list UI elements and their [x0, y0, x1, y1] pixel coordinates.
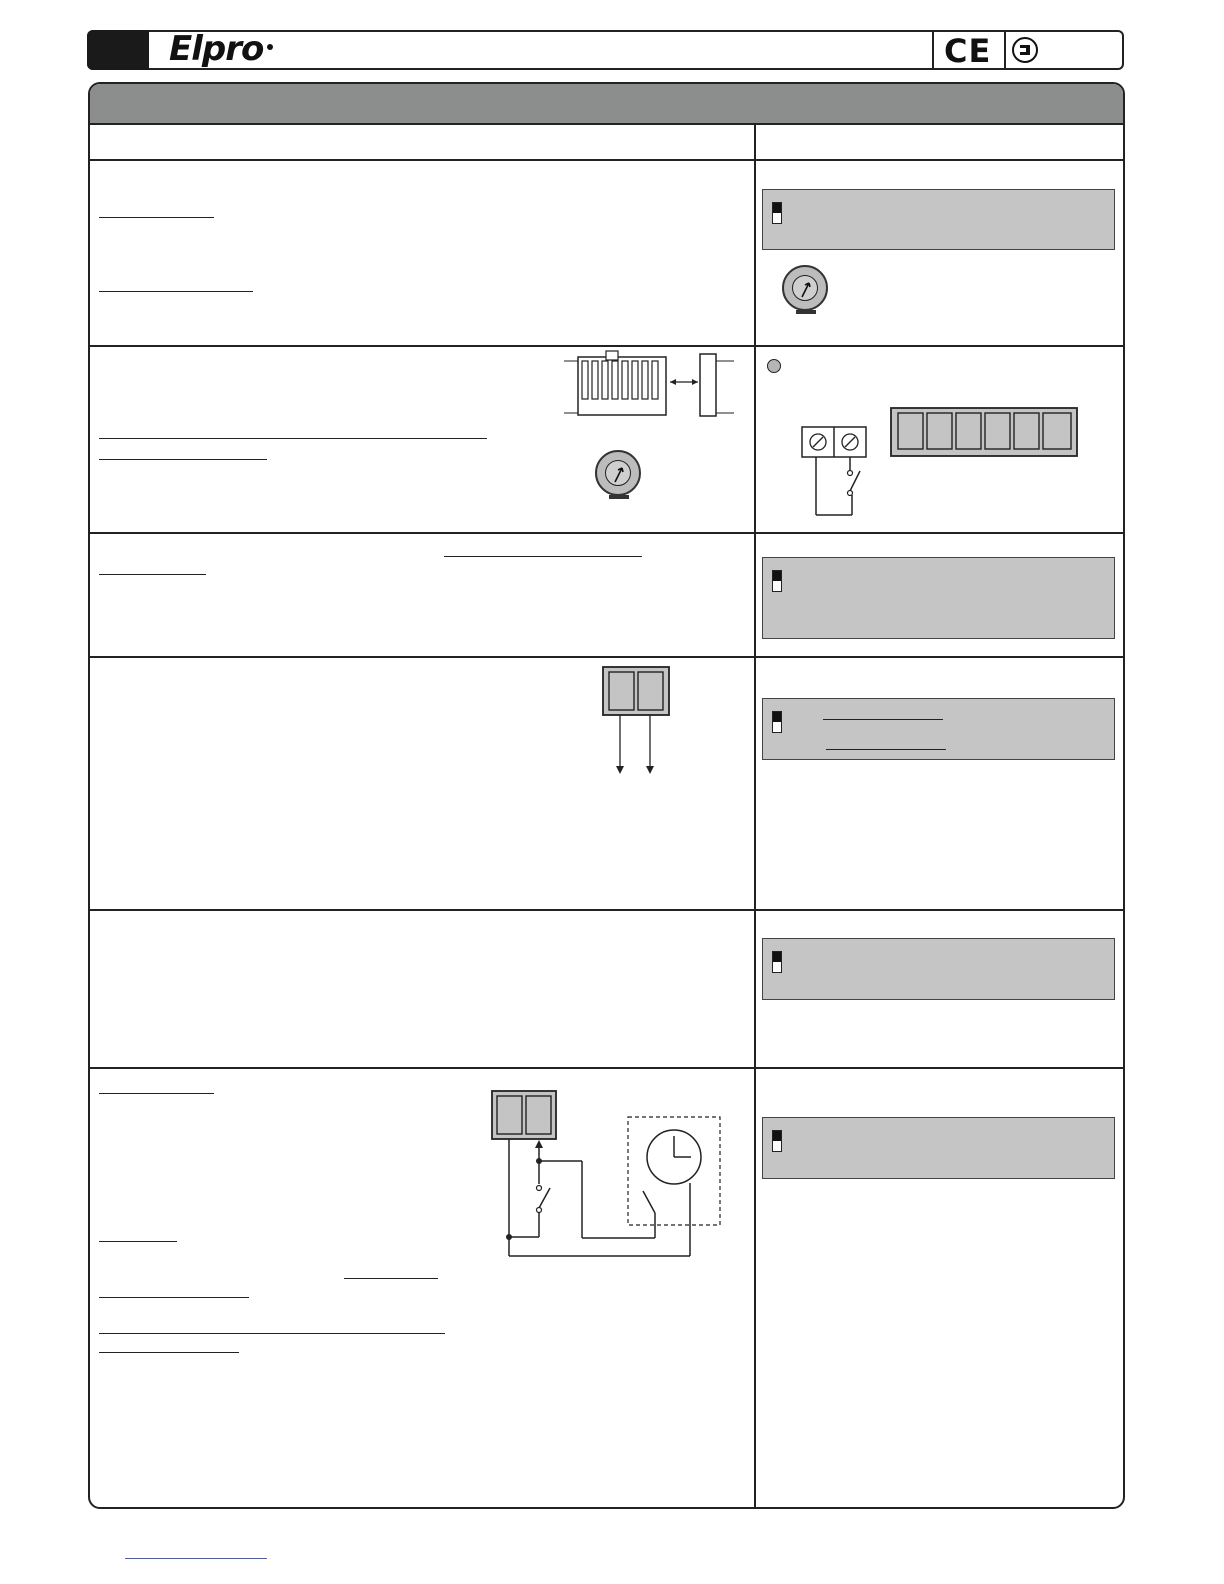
underline-mark	[99, 291, 253, 292]
output-terminal-diagram	[600, 664, 672, 776]
connector-diagram	[564, 349, 739, 421]
row-divider	[90, 656, 1123, 658]
underline-mark	[826, 749, 946, 750]
underline-mark	[823, 719, 943, 720]
dip-switch-setting-box	[762, 938, 1115, 1000]
terminal-block-icon	[889, 406, 1079, 458]
underline-mark	[99, 1297, 249, 1298]
trimmer-knob-icon	[782, 265, 828, 311]
brand-logo: Elpro	[169, 29, 264, 69]
dip-switch-icon	[772, 1130, 782, 1152]
dip-switch-setting-box	[762, 698, 1115, 760]
underline-mark	[99, 574, 206, 575]
underline-mark	[99, 1241, 177, 1242]
dip-switch-setting-box	[762, 1117, 1115, 1179]
trimmer-knob-icon	[595, 450, 641, 496]
dip-switch-icon	[772, 951, 782, 973]
row-divider	[90, 909, 1123, 911]
header-black-tab	[87, 30, 149, 70]
underline-mark	[344, 1278, 438, 1279]
dip-switch-setting-box	[762, 557, 1115, 639]
ce-mark-icon: CE	[944, 32, 992, 70]
underline-mark	[444, 556, 642, 557]
dip-switch-icon	[772, 570, 782, 592]
quality-mark-icon	[1012, 37, 1038, 63]
main-table	[88, 82, 1125, 1509]
underline-mark	[99, 459, 267, 460]
underline-mark	[99, 1333, 445, 1334]
led-indicator-icon	[767, 359, 781, 373]
dip-switch-icon	[772, 711, 782, 733]
row-divider	[90, 1067, 1123, 1069]
underline-mark	[99, 1093, 214, 1094]
header-divider	[1004, 32, 1006, 68]
underline-mark	[99, 438, 487, 439]
timer-wiring-diagram	[490, 1088, 725, 1263]
terminal-switch-diagram	[800, 425, 870, 520]
row-divider	[90, 159, 1123, 161]
header-divider	[932, 32, 934, 68]
brand-logo-dot	[267, 44, 273, 50]
footer-link-underline[interactable]	[125, 1558, 267, 1559]
underline-mark	[99, 217, 214, 218]
dip-switch-icon	[772, 202, 782, 224]
column-divider	[754, 123, 756, 1509]
dip-switch-setting-box	[762, 189, 1115, 250]
row-divider	[90, 345, 1123, 347]
page-header	[87, 30, 1124, 70]
underline-mark	[99, 1352, 239, 1353]
section-title-bar	[90, 84, 1123, 125]
row-divider	[90, 532, 1123, 534]
